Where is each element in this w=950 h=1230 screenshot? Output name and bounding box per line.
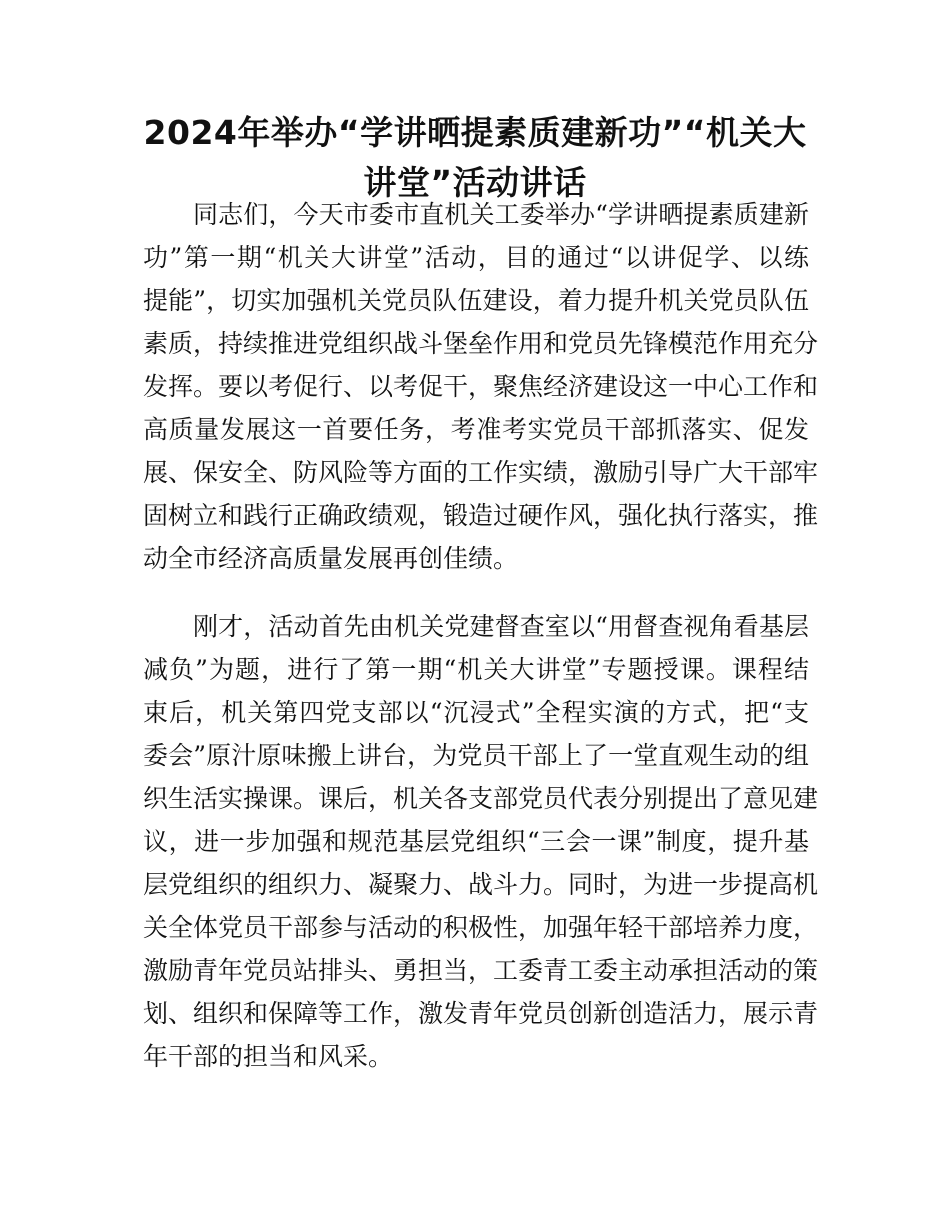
paragraph-line: 功”第一期“机关大讲堂”活动，目的通过“以讲促学、以练 <box>143 243 809 272</box>
paragraph-line: 刚才，活动首先由机关党建督查室以“用督查视角看基层 <box>193 612 809 641</box>
paragraph-line: 动全市经济高质量发展再创佳绩。 <box>143 544 519 573</box>
paragraph-line: 层党组织的组织力、凝聚力、战斗力。同时，为进一步提高机 <box>143 870 819 899</box>
paragraph-line: 提能”，切实加强机关党员队伍建设，着力提升机关党员队伍 <box>143 286 809 315</box>
paragraph-line: 委会”原汁原味搬上讲台，为党员干部上了一堂直观生动的组 <box>143 741 809 770</box>
paragraph-line: 素质，持续推进党组织战斗堡垒作用和党员先锋模范作用充分 <box>143 329 819 358</box>
paragraph-line: 固树立和践行正确政绩观，锻造过硬作风，强化执行落实，推 <box>143 501 819 530</box>
paragraph-line: 划、组织和保障等工作，激发青年党员创新创造活力，展示青 <box>143 999 819 1028</box>
paragraph-line: 关全体党员干部参与活动的积极性，加强年轻干部培养力度， <box>143 913 819 942</box>
paragraph-line: 激励青年党员站排头、勇担当，工委青工委主动承担活动的策 <box>143 956 819 985</box>
paragraph-2 <box>143 605 823 1078</box>
paragraph-line: 发挥。要以考促行、以考促干，聚焦经济建设这一中心工作和 <box>143 372 819 401</box>
paragraph-line: 同志们，今天市委市直机关工委举办“学讲晒提素质建新 <box>193 200 809 229</box>
paragraph-1 <box>143 193 823 580</box>
title-line: 讲堂”活动讲话 <box>363 163 587 202</box>
paragraph-line: 年干部的担当和风采。 <box>143 1042 394 1071</box>
paragraph-line: 高质量发展这一首要任务，考准考实党员干部抓落实、促发 <box>143 415 809 444</box>
paragraph-line: 织生活实操课。课后，机关各支部党员代表分别提出了意见建 <box>143 784 819 813</box>
paragraph-line: 束后，机关第四党支部以“沉浸式”全程实演的方式，把“支 <box>143 698 809 727</box>
title-line: 2024年举办“学讲晒提素质建新功”“机关大 <box>143 113 807 152</box>
document-body <box>143 193 823 1078</box>
paragraph-line: 减负”为题，进行了第一期“机关大讲堂”专题授课。课程结 <box>143 655 809 684</box>
paragraph-line: 议，进一步加强和规范基层党组织“三会一课”制度，提升基 <box>143 827 809 856</box>
paragraph-line: 展、保安全、防风险等方面的工作实绩，激励引导广大干部牢 <box>143 458 819 487</box>
